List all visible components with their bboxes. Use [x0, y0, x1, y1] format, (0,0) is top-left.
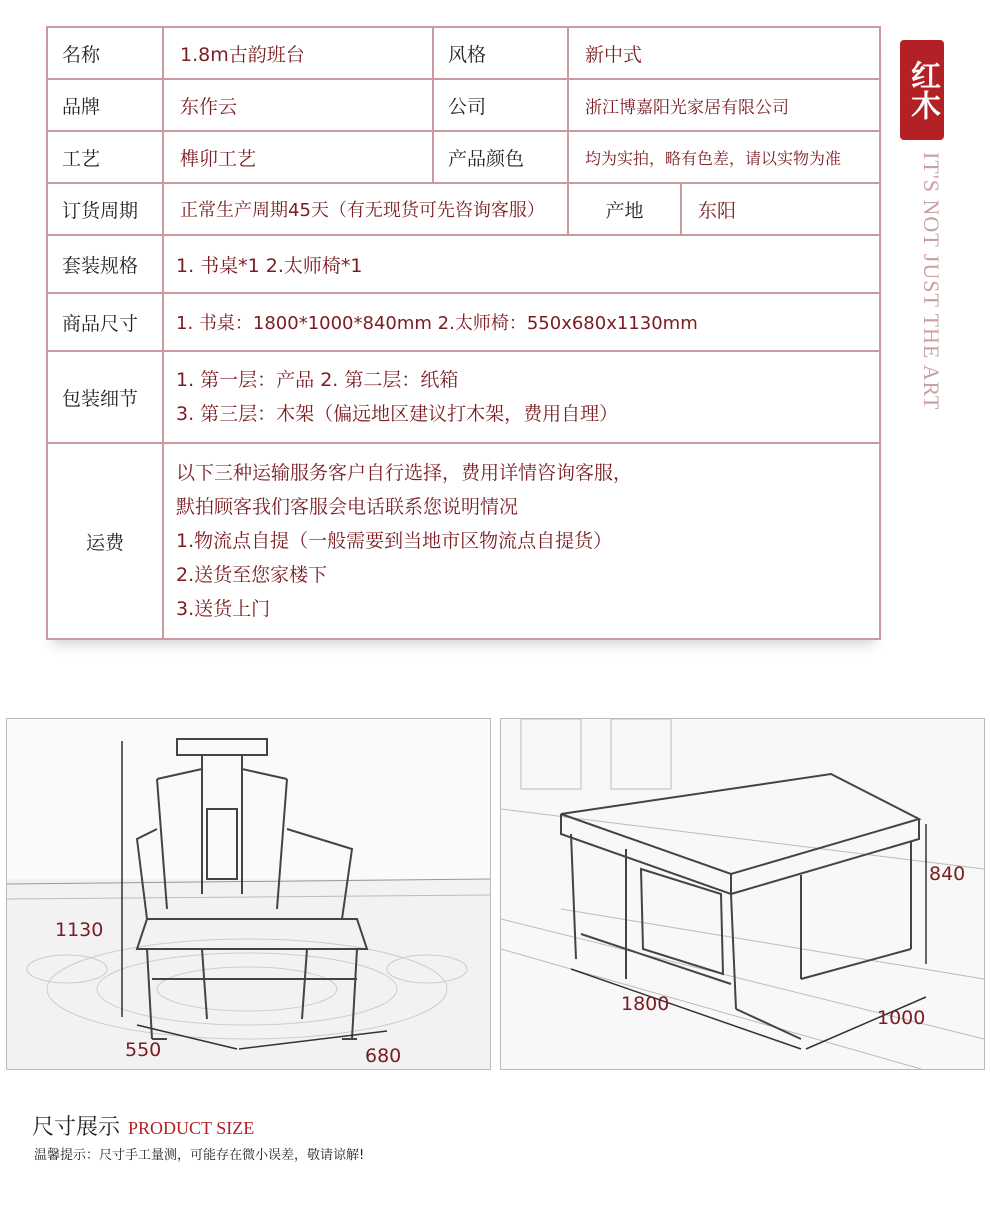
color-label: 产品颜色	[433, 131, 568, 183]
chair-sketch	[7, 719, 490, 1069]
name-value: 1.8m古韵班台	[163, 27, 433, 79]
chair-width-label: 550	[125, 1039, 162, 1061]
craft-label: 工艺	[47, 131, 163, 183]
ship-line-3: 1.物流点自提（一般需要到当地市区物流点自提货）	[176, 530, 613, 552]
color-value: 均为实拍，略有色差，请以实物为准	[568, 131, 880, 183]
desk-length-label: 1800	[621, 993, 670, 1015]
spec-table	[46, 26, 881, 640]
brand-value: 东作云	[163, 79, 433, 131]
ship-value	[163, 443, 880, 639]
brand-logo	[900, 40, 948, 140]
pack-label: 包装细节	[47, 351, 163, 443]
ship-label: 运费	[47, 443, 163, 639]
size-label: 商品尺寸	[47, 293, 163, 351]
pack-line-2: 3. 第三层：木架（偏远地区建议打木架，费用自理）	[176, 403, 619, 425]
size-value: 1. 书桌：1800*1000*840mm 2.太师椅：550x680x1130mm	[163, 293, 880, 351]
set-label: 套装规格	[47, 235, 163, 293]
company-label: 公司	[433, 79, 568, 131]
seal-logo: 红木	[900, 40, 944, 140]
desk-height-label: 840	[929, 863, 966, 885]
chair-height-label: 1130	[55, 919, 104, 941]
order-value: 正常生产周期45天（有无现货可先咨询客服）	[163, 183, 568, 235]
company-value: 浙江博嘉阳光家居有限公司	[568, 79, 880, 131]
origin-label: 产地	[568, 183, 681, 235]
size-section-title	[32, 1110, 254, 1141]
pack-line-1: 1. 第一层：产品 2. 第二层：纸箱	[176, 369, 459, 391]
chair-depth-label: 680	[365, 1045, 402, 1067]
origin-value: 东阳	[681, 183, 880, 235]
craft-value: 榫卯工艺	[163, 131, 433, 183]
pack-value	[163, 351, 880, 443]
style-value: 新中式	[568, 27, 880, 79]
size-note: 温馨提示：尺寸手工量测，可能存在微小误差，敬请谅解!	[34, 1148, 365, 1163]
ship-line-1: 以下三种运输服务客户自行选择，费用详情咨询客服，	[176, 462, 633, 484]
brand-label: 品牌	[47, 79, 163, 131]
size-title-en: PRODUCT SIZE	[128, 1118, 255, 1138]
name-label: 名称	[47, 27, 163, 79]
desk-photo	[500, 718, 985, 1070]
set-value: 1. 书桌*1 2.太师椅*1	[163, 235, 880, 293]
brand-slogan: IT'S NOT JUST THE ART	[919, 152, 944, 411]
ship-line-4: 2.送货至您家楼下	[176, 564, 328, 586]
order-label: 订货周期	[47, 183, 163, 235]
chair-photo	[6, 718, 491, 1070]
size-title-cn: 尺寸展示	[32, 1115, 121, 1140]
ship-line-2: 默拍顾客我们客服会电话联系您说明情况	[176, 496, 519, 518]
ship-line-5: 3.送货上门	[176, 598, 271, 620]
style-label: 风格	[433, 27, 568, 79]
desk-depth-label: 1000	[877, 1007, 926, 1029]
